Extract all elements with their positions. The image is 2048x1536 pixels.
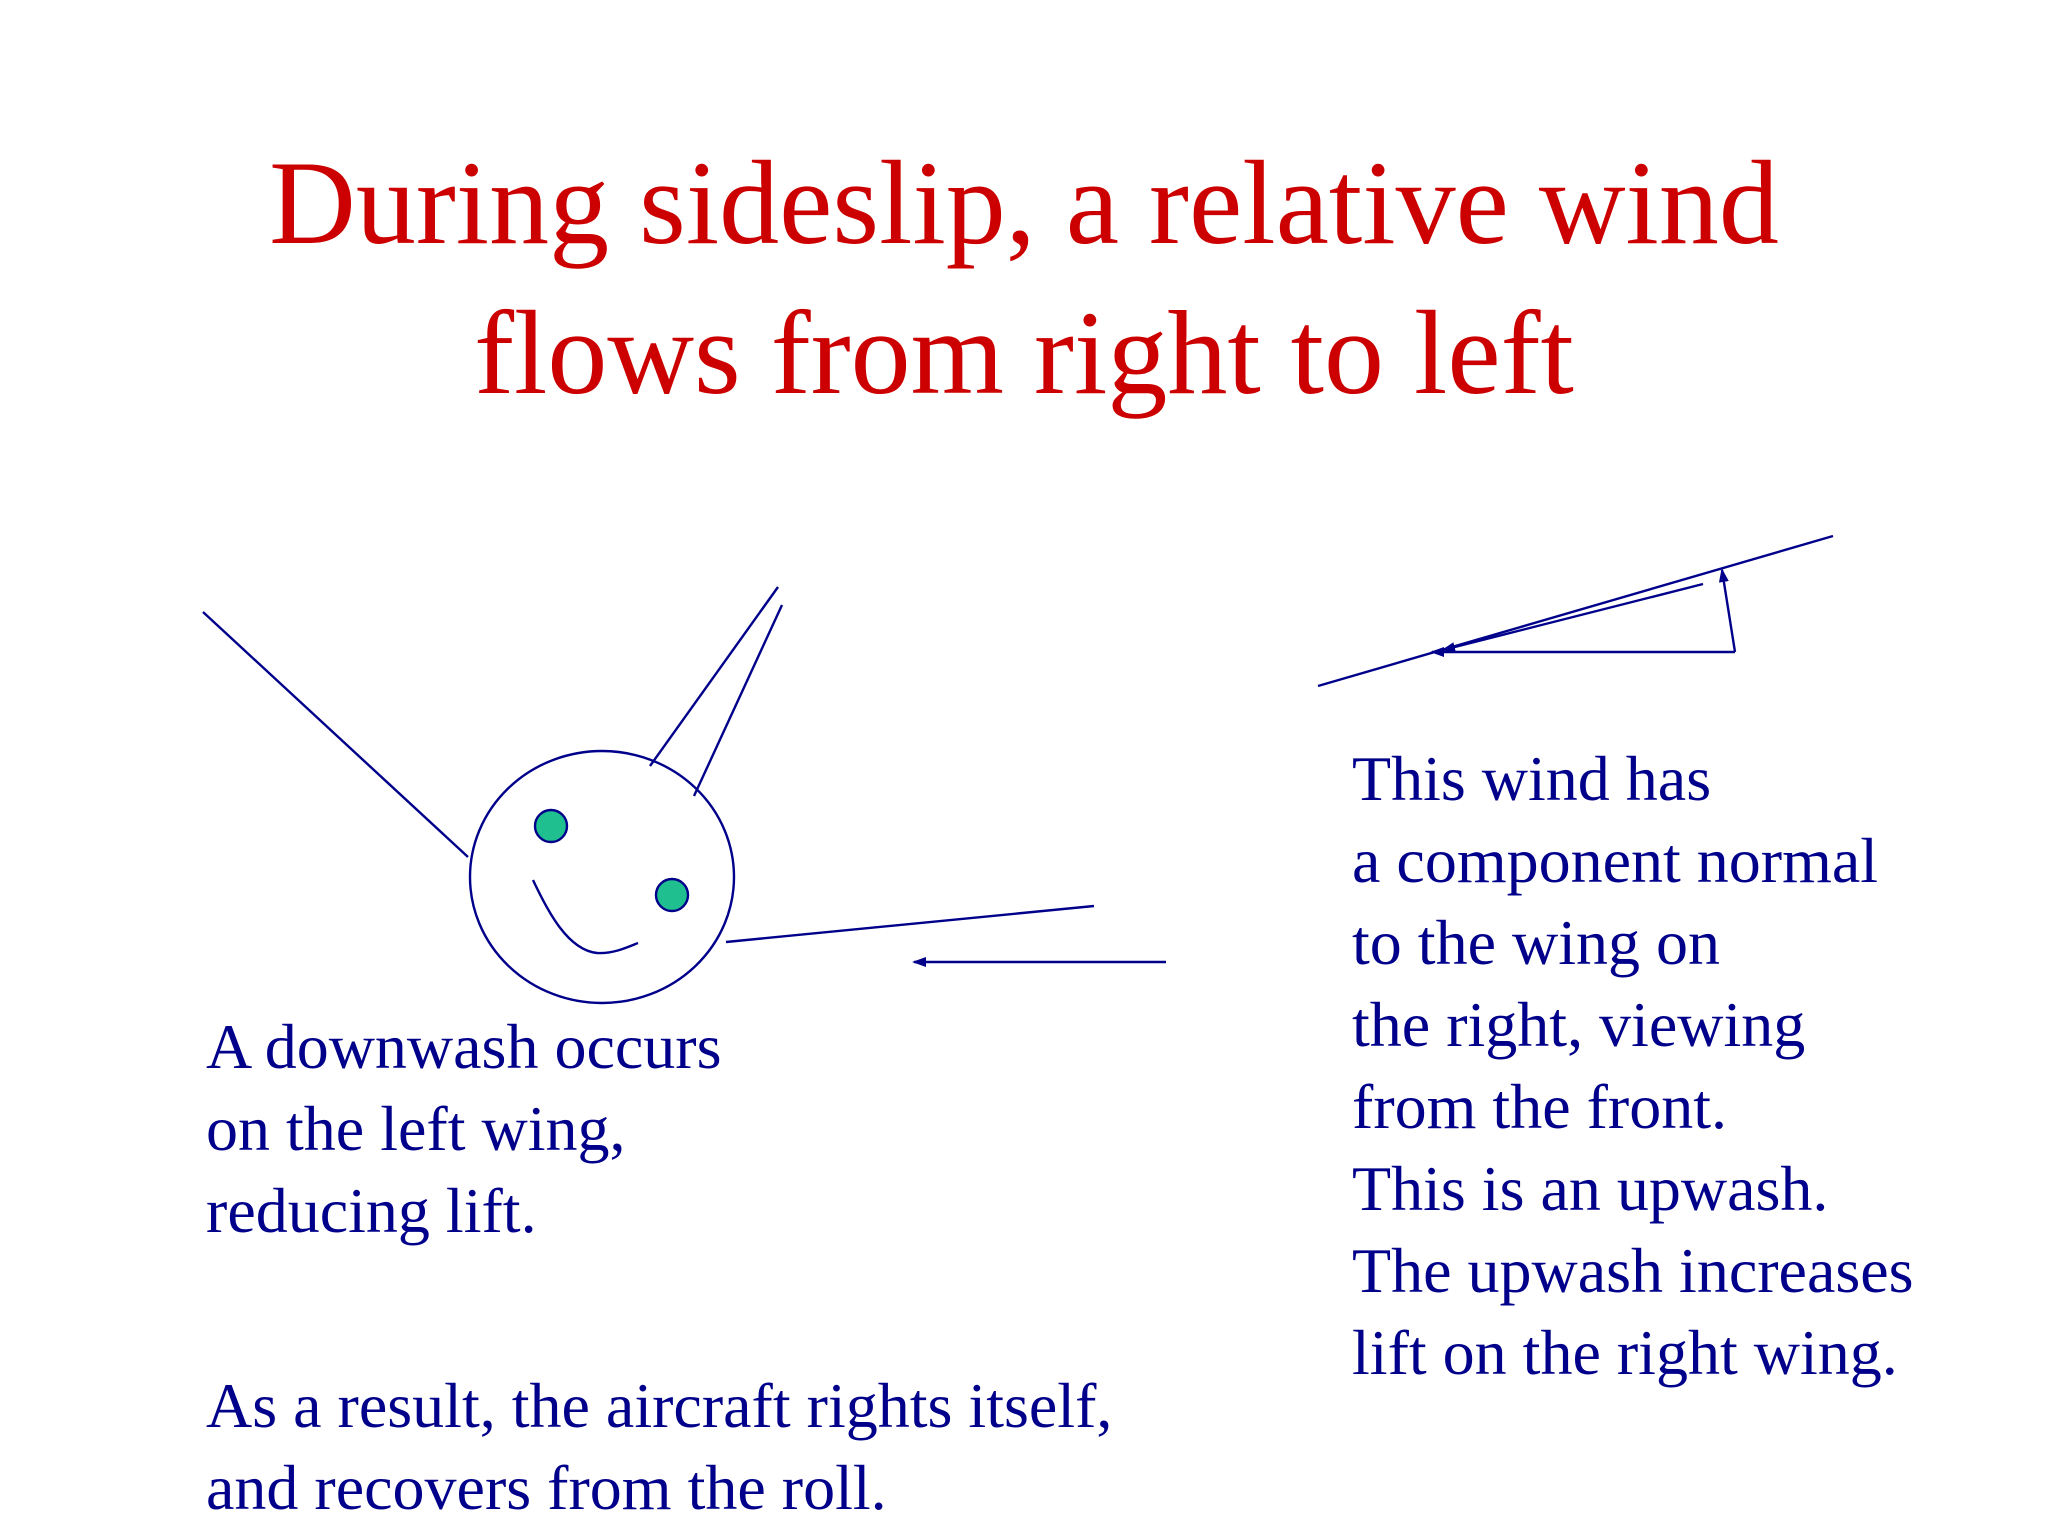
upwash-note-line: This is an upwash. bbox=[1352, 1153, 1829, 1224]
right-wing bbox=[726, 906, 1094, 942]
right-eye bbox=[656, 879, 688, 911]
result-note bbox=[206, 1365, 1112, 1529]
upwash-note-line: to the wing on bbox=[1352, 907, 1720, 978]
upwash-note-line: This wind has bbox=[1352, 743, 1712, 814]
upwash-note-line: the right, viewing bbox=[1352, 989, 1806, 1060]
fuselage-face bbox=[470, 751, 734, 1003]
tail-fin-left-edge bbox=[650, 587, 778, 766]
upwash-note-line: The upwash increases bbox=[1352, 1235, 1914, 1306]
downwash-note bbox=[206, 1006, 721, 1252]
result-note-line: As a result, the aircraft rights itself, bbox=[206, 1370, 1113, 1441]
upwash-note-line: lift on the right wing. bbox=[1352, 1317, 1898, 1388]
upwash-note-line: from the front. bbox=[1352, 1071, 1727, 1142]
tail-fin-right-edge bbox=[694, 605, 782, 796]
downwash-note-line: A downwash occurs bbox=[206, 1011, 722, 1082]
wing-reference-line bbox=[1318, 536, 1833, 686]
left-wing bbox=[203, 612, 468, 857]
downwash-note-line: on the left wing, bbox=[206, 1093, 626, 1164]
upwash-note-line: a component normal bbox=[1352, 825, 1879, 896]
smile bbox=[533, 880, 638, 953]
resultant-wind-vector bbox=[1443, 584, 1703, 650]
title-line-1: During sideslip, a relative wind bbox=[269, 136, 1779, 269]
title-line-2: flows from right to left bbox=[474, 286, 1574, 419]
result-note-line: and recovers from the roll. bbox=[206, 1452, 887, 1523]
left-eye bbox=[535, 810, 567, 842]
upwash-vector bbox=[1722, 570, 1735, 652]
upwash-note bbox=[1352, 738, 1914, 1394]
downwash-note-line: reducing lift. bbox=[206, 1175, 537, 1246]
